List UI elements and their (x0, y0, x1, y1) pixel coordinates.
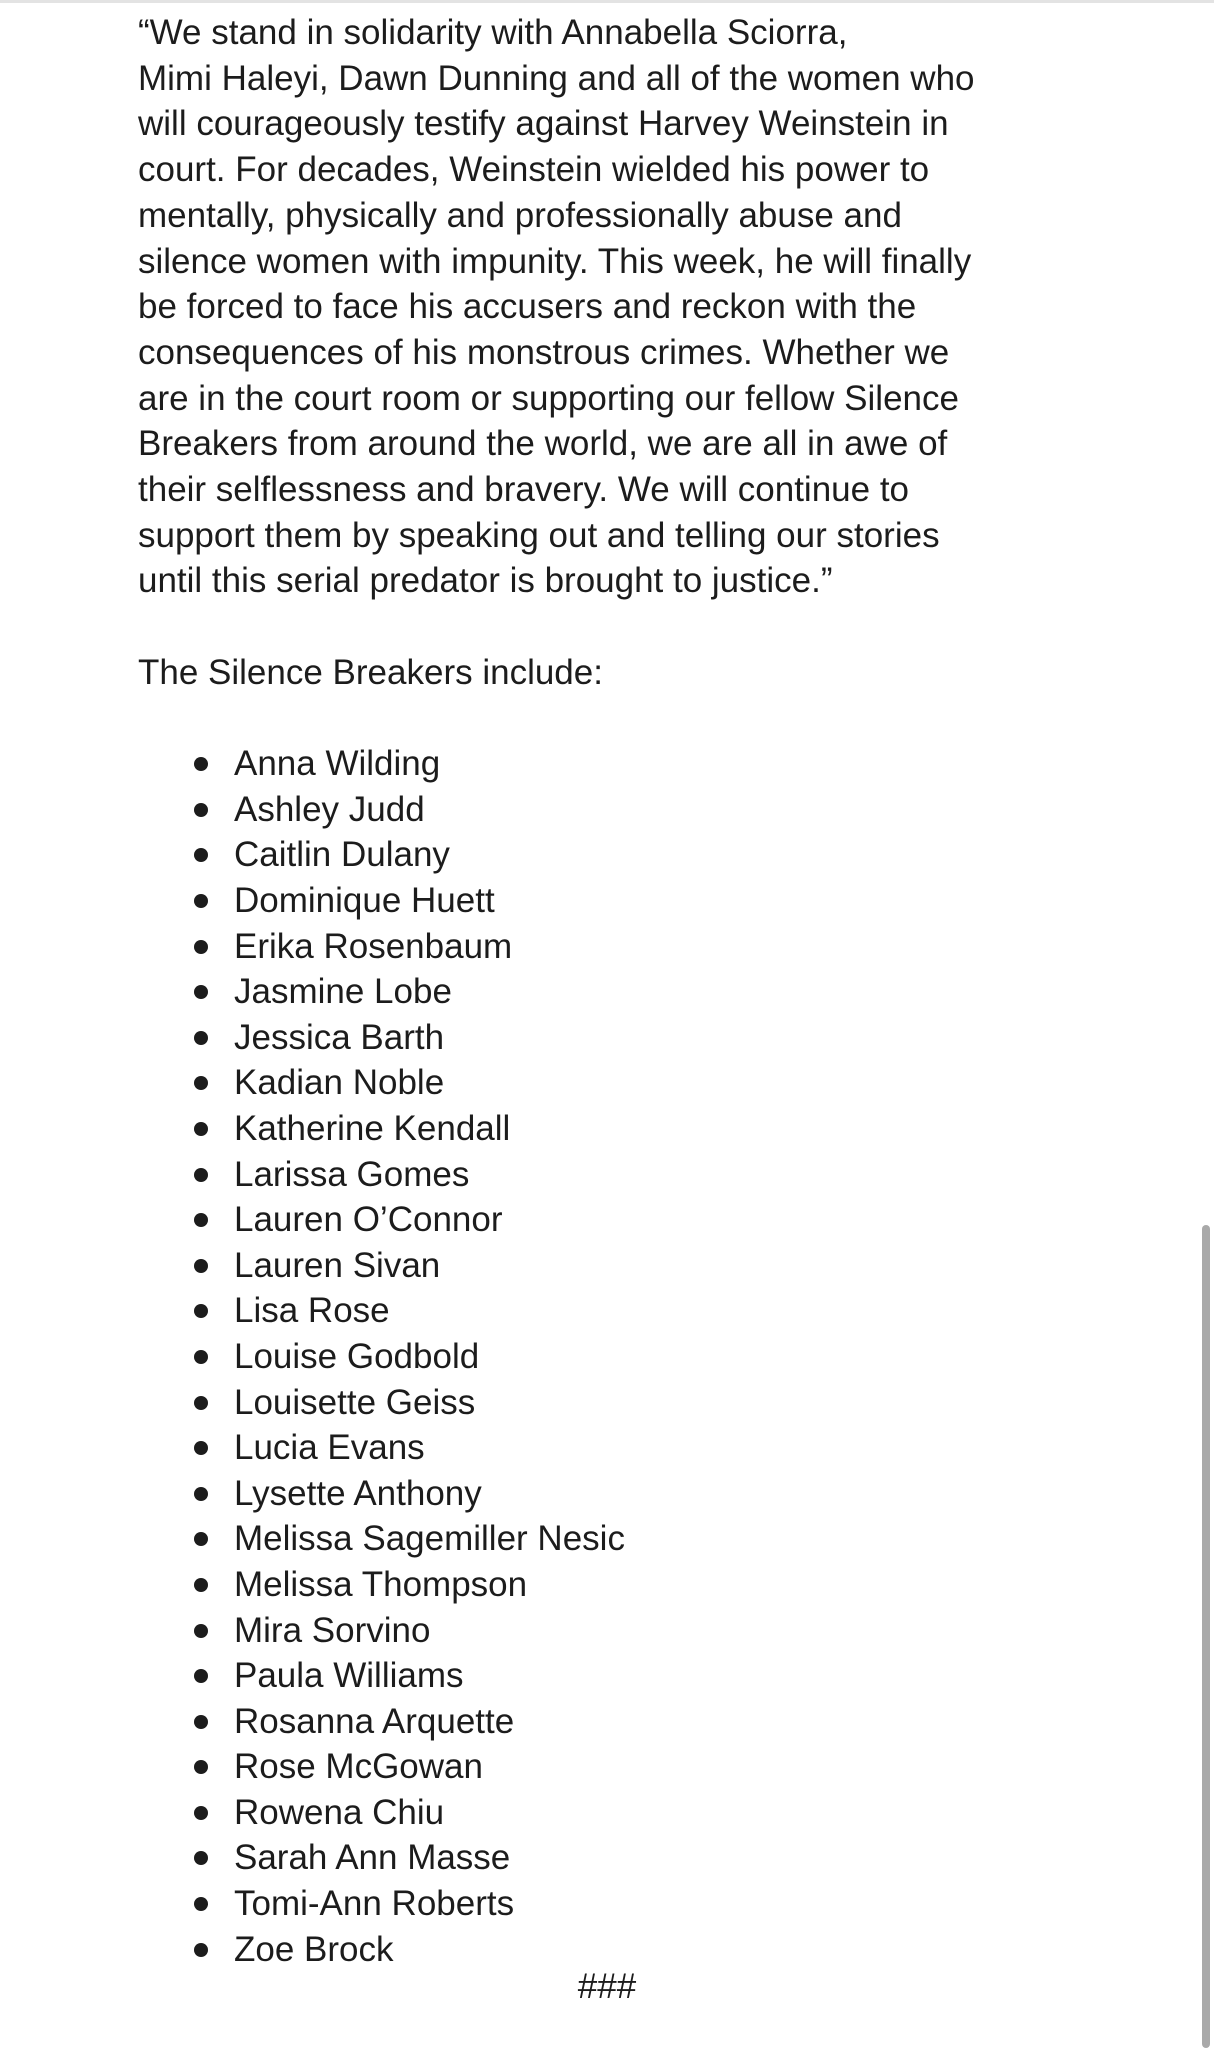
list-item (138, 1334, 1038, 1380)
statement-line: Breakers from around the world, we are all in awe of (138, 424, 948, 464)
list-item-label: Jasmine Lobe (234, 972, 452, 1012)
list-item-label: Sarah Ann Masse (234, 1838, 511, 1878)
list-item-label: Melissa Sagemiller Nesic (234, 1519, 625, 1559)
list-item (138, 1562, 1038, 1608)
list-item-label: Katherine Kendall (234, 1108, 511, 1148)
list-item-label: Rowena Chiu (234, 1792, 445, 1832)
bullet-icon (194, 1578, 208, 1592)
list-item (138, 1744, 1038, 1790)
bullet-icon (194, 1396, 208, 1410)
statement-line: “We stand in solidarity with Annabella Sciorra, (138, 13, 848, 52)
list-item (138, 969, 1038, 1015)
list-item-label: Caitlin Dulany (234, 835, 450, 875)
statement-paragraph (138, 10, 1038, 604)
list-item (138, 1380, 1038, 1426)
list-item (138, 1699, 1038, 1745)
list-item-label: Tomi-Ann Roberts (234, 1884, 515, 1924)
list-item-label: Rosanna Arquette (234, 1701, 515, 1741)
list-item (138, 1881, 1038, 1927)
bullet-icon (194, 1851, 208, 1865)
silence-breakers-list (138, 741, 1038, 1972)
list-item-label: Anna Wilding (234, 744, 441, 784)
names-intro: The Silence Breakers include: (138, 652, 603, 692)
list-item (138, 1425, 1038, 1471)
bullet-icon (194, 1259, 208, 1273)
bullet-icon (194, 757, 208, 771)
statement-line: until this serial predator is brought to justice.” (138, 561, 833, 601)
statement-line: are in the court room or supporting our fellow Silence (138, 378, 959, 418)
vertical-scrollbar[interactable] (1202, 1225, 1210, 2048)
bullet-icon (194, 1715, 208, 1729)
bullet-icon (194, 1304, 208, 1318)
list-item (138, 787, 1038, 833)
bullet-icon (194, 1350, 208, 1364)
bullet-icon (194, 1624, 208, 1638)
list-item (138, 1471, 1038, 1517)
list-item (138, 1152, 1038, 1198)
statement-line: their selflessness and bravery. We will continue to (138, 470, 910, 510)
document-body (138, 10, 1038, 1972)
statement-line: consequences of his monstrous crimes. Whether we (138, 332, 950, 372)
statement-line: silence women with impunity. This week, he will finally (138, 241, 972, 281)
statement-line: mentally, physically and professionally abuse and (138, 195, 902, 235)
list-item-label: Lauren O’Connor (234, 1200, 503, 1240)
bullet-icon (194, 803, 208, 817)
bullet-icon (194, 1943, 208, 1957)
bullet-icon (194, 1487, 208, 1501)
list-item (138, 1060, 1038, 1106)
bullet-icon (194, 1806, 208, 1820)
list-item-label: Lucia Evans (234, 1428, 425, 1468)
list-item (138, 1015, 1038, 1061)
bullet-icon (194, 848, 208, 862)
list-item (138, 878, 1038, 924)
list-item-label: Lysette Anthony (234, 1473, 482, 1513)
list-item-label: Lauren Sivan (234, 1245, 441, 1285)
list-item (138, 1197, 1038, 1243)
list-item-label: Paula Williams (234, 1656, 464, 1696)
list-item-label: Larissa Gomes (234, 1154, 470, 1194)
list-item (138, 1608, 1038, 1654)
bullet-icon (194, 1897, 208, 1911)
list-item-label: Erika Rosenbaum (234, 926, 513, 966)
statement-line: will courageously testify against Harvey Weinstein in (138, 104, 949, 144)
list-item-label: Melissa Thompson (234, 1564, 528, 1604)
list-item (138, 1790, 1038, 1836)
list-item-label: Louise Godbold (234, 1336, 480, 1376)
bullet-icon (194, 1669, 208, 1683)
top-divider (0, 0, 1214, 3)
list-item-label: Zoe Brock (234, 1929, 394, 1969)
list-item-label: Ashley Judd (234, 789, 425, 829)
end-of-release-mark: ### (577, 1967, 637, 2006)
bullet-icon (194, 1760, 208, 1774)
list-item (138, 1516, 1038, 1562)
statement-line: support them by speaking out and telling our stories (138, 515, 940, 555)
list-item (138, 832, 1038, 878)
bullet-icon (194, 985, 208, 999)
statement-line: Mimi Haleyi, Dawn Dunning and all of the women who (138, 58, 975, 98)
bullet-icon (194, 1076, 208, 1090)
bullet-icon (194, 894, 208, 908)
list-item-label: Lisa Rose (234, 1291, 390, 1331)
list-item (138, 924, 1038, 970)
list-item (138, 1106, 1038, 1152)
list-item (138, 1835, 1038, 1881)
statement-line: be forced to face his accusers and reckon with the (138, 287, 917, 327)
list-item-label: Jessica Barth (234, 1017, 445, 1057)
bullet-icon (194, 1122, 208, 1136)
list-item (138, 1243, 1038, 1289)
statement-line: court. For decades, Weinstein wielded his power to (138, 150, 930, 190)
bullet-icon (194, 1031, 208, 1045)
list-item-label: Dominique Huett (234, 881, 495, 920)
bullet-icon (194, 1213, 208, 1227)
bullet-icon (194, 1168, 208, 1182)
list-item-label: Mira Sorvino (234, 1610, 431, 1650)
bullet-icon (194, 1441, 208, 1455)
list-item (138, 741, 1038, 787)
bullet-icon (194, 940, 208, 954)
list-item (138, 1288, 1038, 1334)
list-item-label: Kadian Noble (234, 1063, 445, 1103)
list-item-label: Louisette Geiss (234, 1382, 476, 1422)
list-item-label: Rose McGowan (234, 1747, 483, 1787)
list-item (138, 1653, 1038, 1699)
bullet-icon (194, 1532, 208, 1546)
